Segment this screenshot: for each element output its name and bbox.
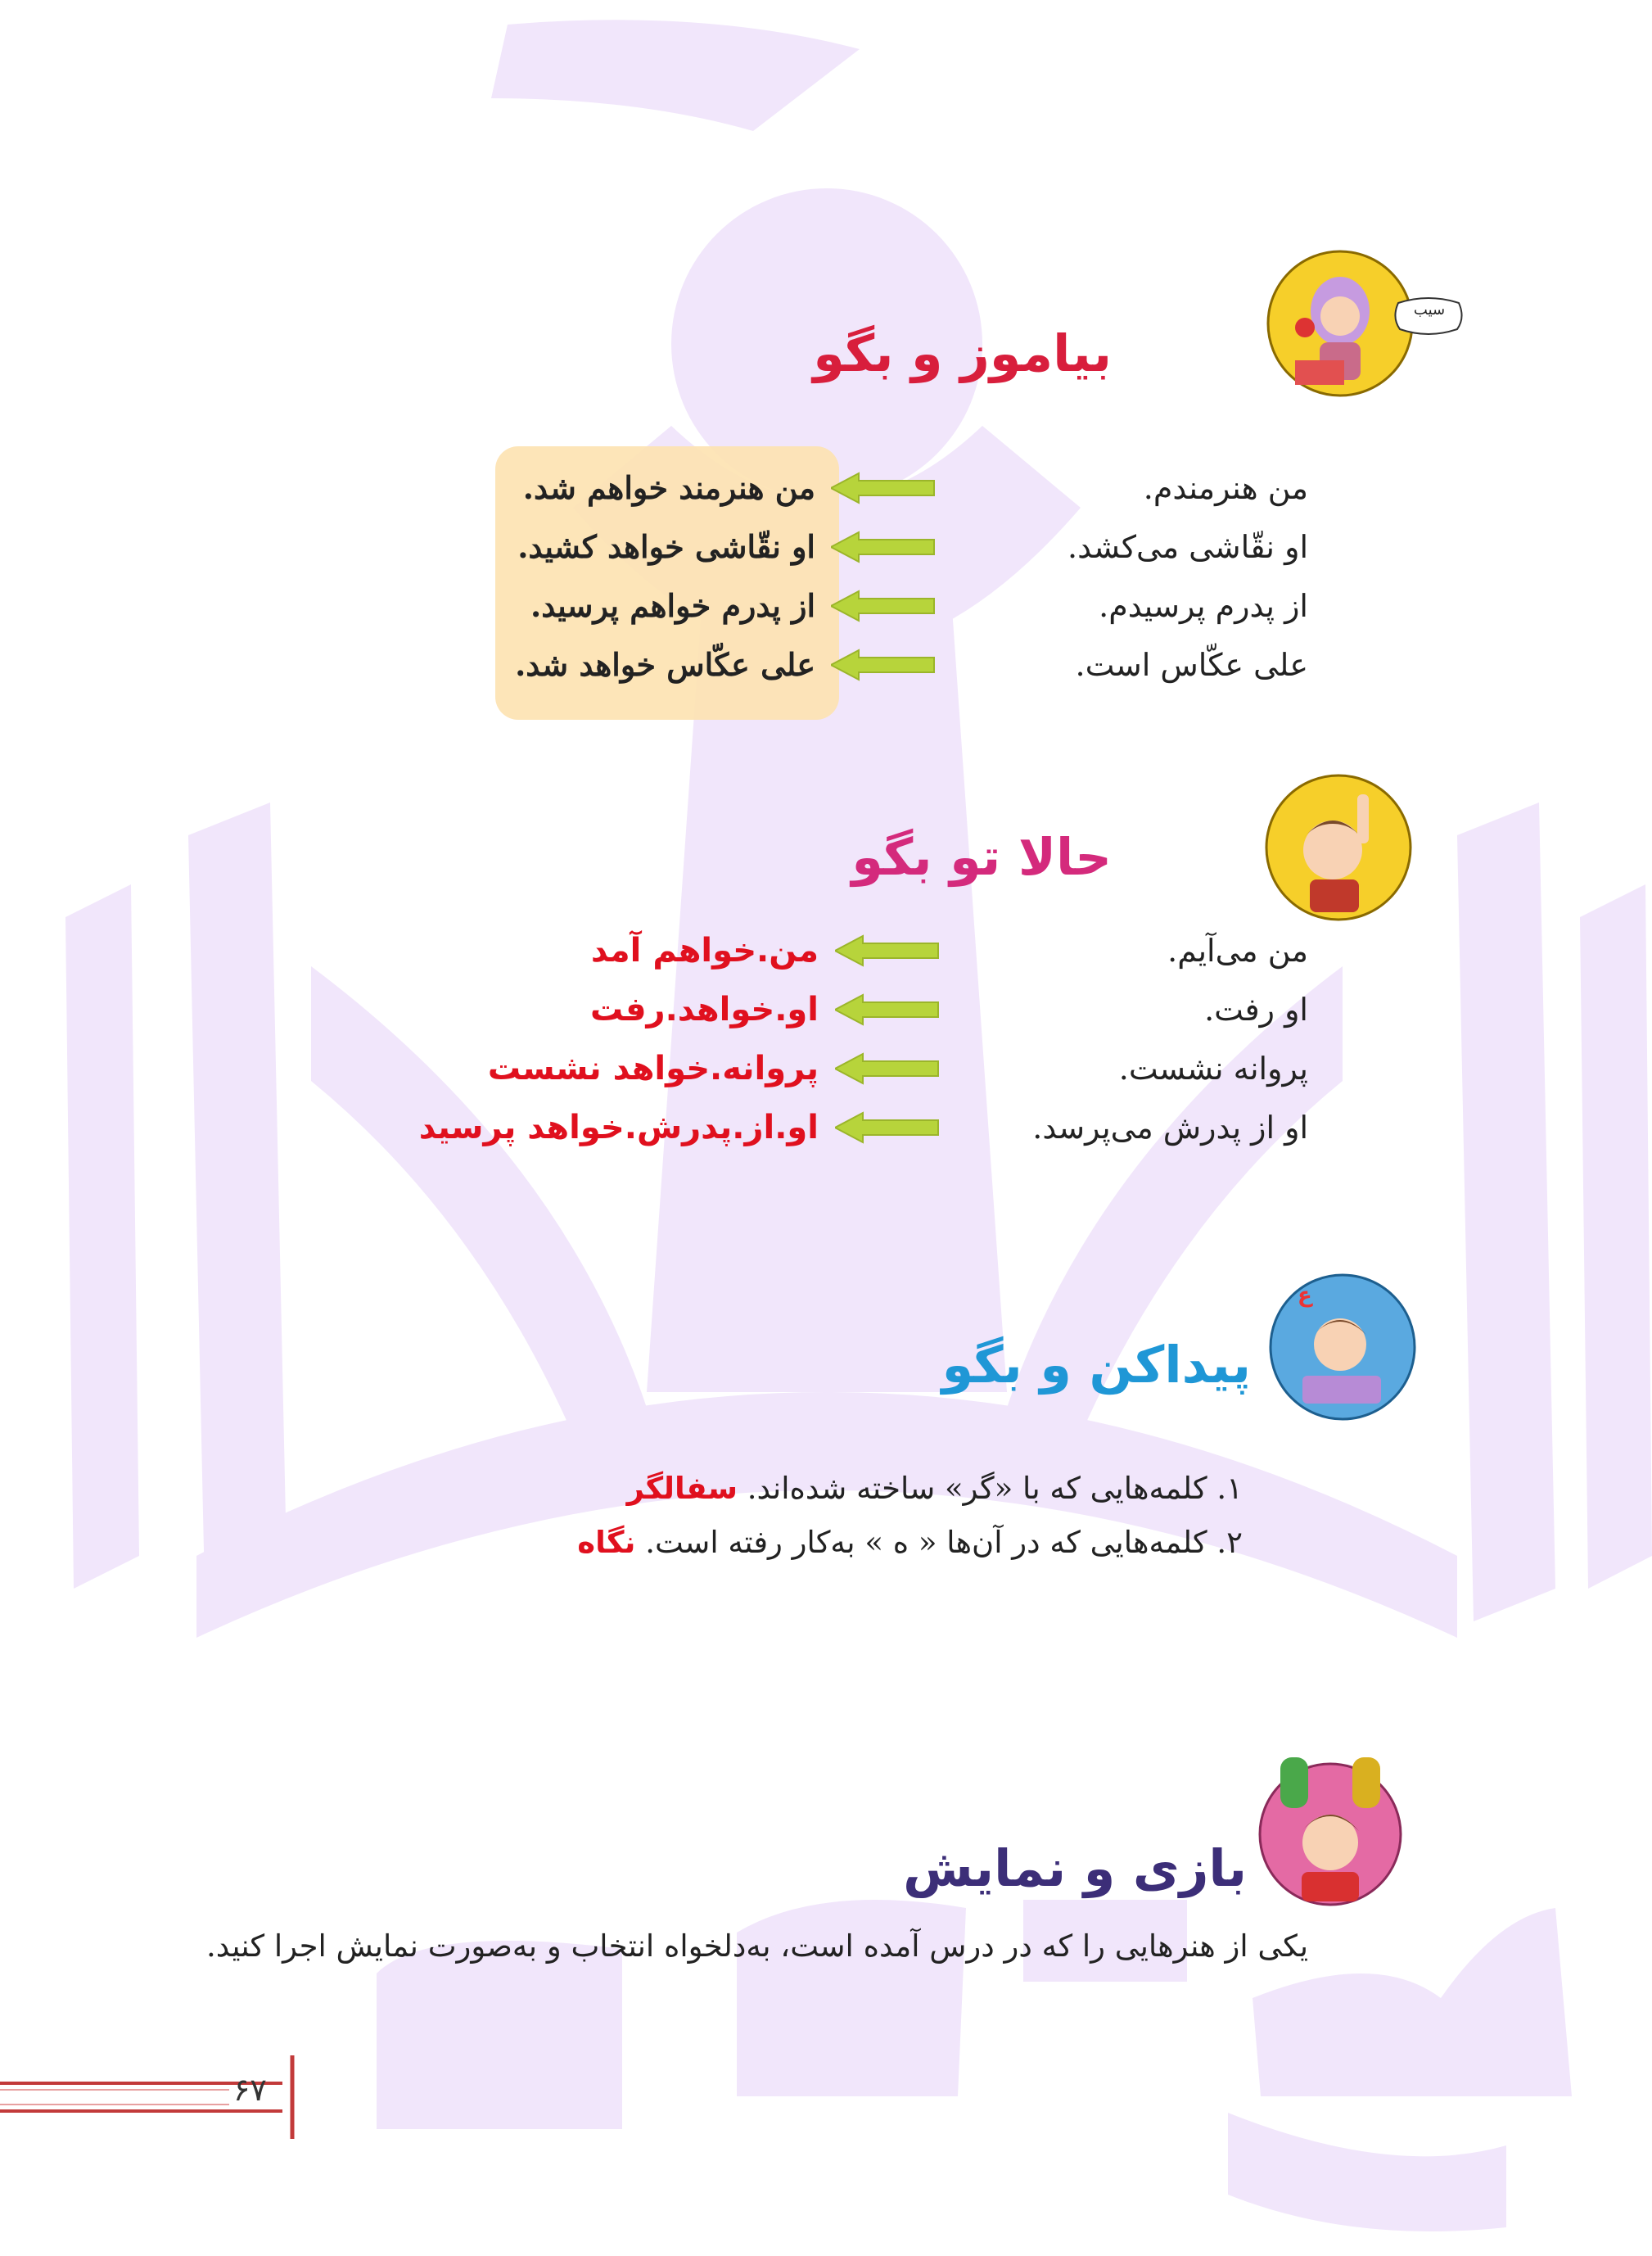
arrow-left-icon [835,1111,940,1144]
arrows-learn [831,459,937,696]
section-title-find: پیداکن و بگو [941,1335,1251,1395]
arrow-left-icon [831,472,936,504]
present-sentences-list-2 [1032,921,1308,1157]
answers-list [419,921,819,1157]
future-sentences-list [515,459,815,694]
find-item-text: ۱. کلمه‌هایی که با «گر» ساخته شده‌اند. [747,1471,1243,1506]
find-item-text: ۲. کلمه‌هایی که در آن‌ها « ه » به‌کار رفته است. [645,1525,1243,1560]
present-sentence: او از پدرش می‌پرسد. [1032,1110,1308,1146]
arrow-left-icon [831,531,936,563]
boy-reading-icon [1265,1269,1420,1425]
find-items-list [577,1462,1243,1570]
arrow-left-icon [835,993,940,1026]
find-item [577,1462,1243,1516]
present-sentence: او رفت. [1204,992,1308,1028]
arrows-now-you [835,921,941,1159]
present-sentence: من هنرمندم. [1143,470,1308,506]
find-item-answer: نگاه [577,1525,636,1560]
boy-with-puppets-icon [1253,1752,1408,1908]
section-title-learn: بیاموز و بگو [813,323,1112,383]
page-number-bar [0,2047,327,2145]
speech-bubble-text: سیب [1413,301,1446,319]
future-sentence: علی عکّاس خواهد شد. [515,646,815,683]
future-sentence: از پدرم خواهم پرسید. [530,587,815,624]
play-instruction: یکی از هنرهایی را که در درس آمده است، به‌دلخواه انتخاب و به‌صورت نمایش اجرا کنید. [206,1928,1308,1964]
find-item-answer: سفالگر [626,1471,738,1506]
answer-text: من.خواهم آمد [590,932,819,970]
present-sentence: علی عکّاس است. [1075,647,1308,683]
find-item [577,1516,1243,1570]
boy-raising-hand-icon [1261,770,1416,925]
arrow-left-icon [835,934,940,967]
section-title-now-you: حالا تو بگو [851,827,1112,887]
arrow-left-icon [831,590,936,622]
arrow-left-icon [835,1052,940,1085]
future-sentence: او نقّاشی خواهد کشید. [517,528,815,565]
present-sentence: او نقّاشی می‌کشد. [1067,529,1308,565]
answer-text: او.از.پدرش.خواهد پرسید [418,1109,819,1146]
present-sentence: پروانه نشست. [1118,1051,1308,1087]
page-number: ۶۷ [233,2072,267,2108]
answer-text: او.خواهد.رفت [590,991,819,1029]
present-sentence: از پدرم پرسیدم. [1099,588,1308,624]
section-title-play: بازی و نمایش [903,1838,1247,1898]
present-sentence: من می‌آیم. [1167,933,1308,969]
svg-text:ع: ع [1298,1283,1312,1308]
answer-text: پروانه.خواهد نشست [487,1050,819,1087]
present-sentences-list [1067,459,1308,694]
future-sentence: من هنرمند خواهم شد. [522,469,815,506]
arrow-left-icon [831,649,936,681]
